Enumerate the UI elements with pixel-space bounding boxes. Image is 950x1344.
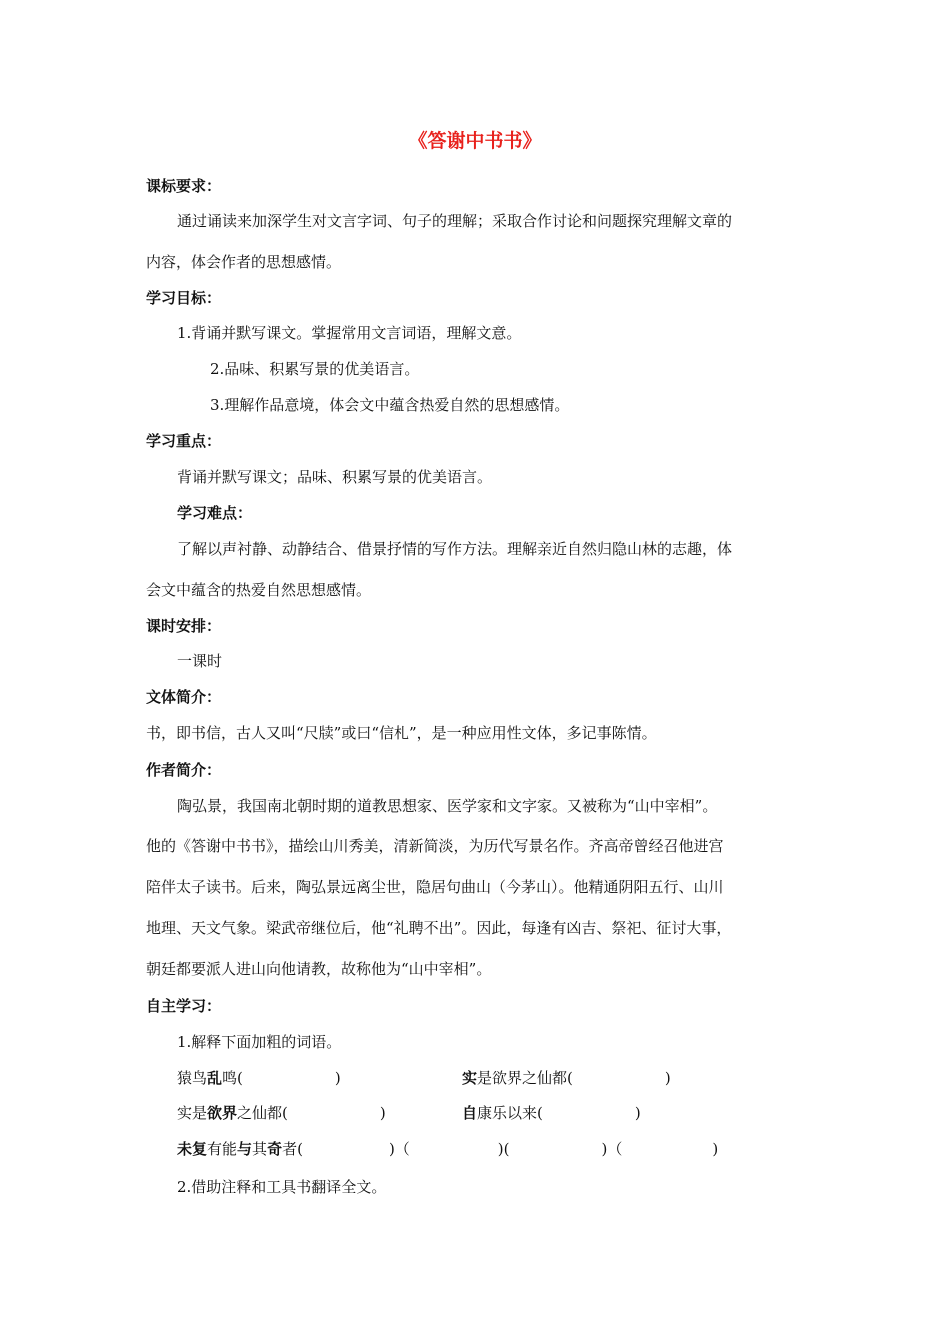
difficulties-line-1: 了解以声衬静、动静结合、借景抒情的写作方法。理解亲近自然归隐山林的志趣，体 bbox=[177, 540, 733, 558]
question-4-text-a: 康乐以来( bbox=[477, 1104, 543, 1122]
genre-heading: 文体简介： bbox=[146, 688, 222, 706]
question-3 bbox=[177, 1103, 386, 1123]
question-1 bbox=[177, 1068, 341, 1088]
objective-item-2: 2.品味、积累写景的优美语言。 bbox=[210, 360, 420, 378]
key-points-text: 背诵并默写课文；品味、积累写景的优美语言。 bbox=[177, 468, 493, 486]
question-5-paren-1: )（ bbox=[388, 1140, 410, 1158]
question-5-bold-word-3: 奇 bbox=[267, 1140, 283, 1158]
question-5 bbox=[177, 1139, 718, 1159]
task-2-instruction: 2.借助注释和工具书翻译全文。 bbox=[177, 1178, 387, 1196]
question-5-text-a: 有能 bbox=[207, 1140, 238, 1158]
difficulties-heading: 学习难点： bbox=[177, 504, 253, 522]
question-1-close: ) bbox=[334, 1069, 341, 1087]
author-line-3: 陪伴太子读书。后来，陶弘景远离尘世，隐居句曲山（今茅山）。他精通阴阳五行、山川 bbox=[146, 878, 724, 896]
question-5-close: ) bbox=[712, 1140, 719, 1158]
author-heading: 作者简介： bbox=[146, 761, 222, 779]
difficulties-line-2: 会文中蕴含的热爱自然思想感情。 bbox=[146, 581, 372, 599]
question-5-text-c: 者( bbox=[282, 1140, 303, 1158]
question-3-text-b: 之仙都( bbox=[237, 1104, 288, 1122]
question-5-paren-2: )( bbox=[497, 1140, 510, 1158]
question-2-close: ) bbox=[664, 1069, 671, 1087]
question-2-text-a: 是欲界之仙都( bbox=[477, 1069, 573, 1087]
question-1-text-a: 猿鸟 bbox=[177, 1069, 208, 1087]
question-5-bold-word-2: 与 bbox=[237, 1140, 253, 1158]
author-line-2: 他的《答谢中书书》，描绘山川秀美，清新简淡，为历代写景名作。齐高帝曾经召他进宫 bbox=[146, 837, 724, 855]
key-points-heading: 学习重点： bbox=[146, 432, 222, 450]
question-1-bold-word: 乱 bbox=[207, 1069, 223, 1087]
question-4-bold-word: 自 bbox=[462, 1104, 478, 1122]
question-3-close: ) bbox=[379, 1104, 386, 1122]
objective-item-3: 3.理解作品意境，体会文中蕴含热爱自然的思想感情。 bbox=[210, 396, 570, 414]
question-4-close: ) bbox=[634, 1104, 641, 1122]
author-line-4: 地理、天文气象。梁武帝继位后，他“礼聘不出”。因此，每逢有凶吉、祭祀、征讨大事， bbox=[146, 919, 732, 937]
curriculum-line-2: 内容，体会作者的思想感情。 bbox=[146, 253, 342, 271]
question-5-bold-word-1: 未复 bbox=[177, 1140, 208, 1158]
objectives-heading: 学习目标： bbox=[146, 289, 222, 307]
objective-item-1: 1.背诵并默写课文。掌握常用文言词语，理解文意。 bbox=[177, 324, 522, 342]
question-1-text-b: 鸣( bbox=[222, 1069, 243, 1087]
question-5-paren-3: )（ bbox=[601, 1140, 623, 1158]
question-3-bold-word: 欲界 bbox=[207, 1104, 238, 1122]
genre-text: 书，即书信，古人又叫“尺牍”或曰“信札”，是一种应用性文体，多记事陈情。 bbox=[146, 724, 657, 742]
schedule-text: 一课时 bbox=[177, 652, 223, 670]
question-2 bbox=[462, 1068, 671, 1088]
document-title: 《答谢中书书》 bbox=[408, 130, 542, 152]
question-4 bbox=[462, 1103, 641, 1123]
author-line-1: 陶弘景，我国南北朝时期的道教思想家、医学家和文字家。又被称为“山中宰相”。 bbox=[177, 797, 718, 815]
schedule-heading: 课时安排： bbox=[146, 617, 222, 635]
question-5-text-b: 其 bbox=[252, 1140, 268, 1158]
task-1-instruction: 1.解释下面加粗的词语。 bbox=[177, 1033, 342, 1051]
curriculum-line-1: 通过诵读来加深学生对文言字词、句子的理解；采取合作讨论和问题探究理解文章的 bbox=[177, 212, 733, 230]
question-2-bold-word: 实 bbox=[462, 1069, 478, 1087]
question-3-text-a: 实是 bbox=[177, 1104, 208, 1122]
curriculum-heading: 课标要求： bbox=[146, 177, 222, 195]
author-line-5: 朝廷都要派人进山向他请教，故称他为“山中宰相”。 bbox=[146, 960, 492, 978]
self-study-heading: 自主学习： bbox=[146, 997, 222, 1015]
